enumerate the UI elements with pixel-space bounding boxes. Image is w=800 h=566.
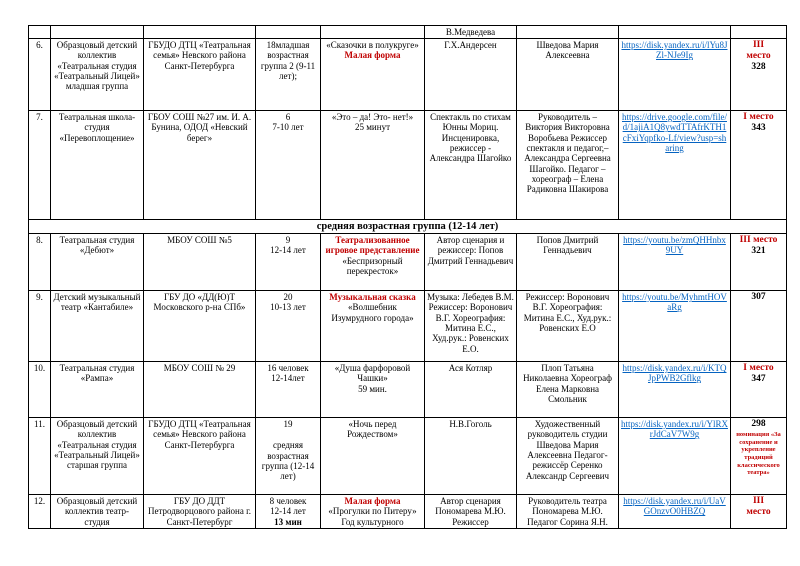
title-cell bbox=[321, 291, 425, 362]
performance-form: Малая форма bbox=[344, 496, 401, 506]
link-cell bbox=[619, 39, 731, 111]
num-cell: 7. bbox=[29, 111, 51, 220]
table-row-12 bbox=[29, 495, 787, 529]
table-row-section-header bbox=[29, 220, 787, 234]
performance-form: Музыкальная сказка bbox=[329, 292, 416, 302]
performance-duration: 59 мин. bbox=[358, 383, 387, 394]
performance-title: «Сказочки в полукруге» bbox=[326, 40, 419, 50]
title-cell bbox=[321, 495, 425, 529]
performance-form: Малая форма bbox=[344, 50, 401, 61]
place-score: 321 bbox=[751, 245, 766, 256]
place-label: I место bbox=[743, 363, 774, 373]
num-cell: 8. bbox=[29, 234, 51, 291]
author-cell: Спектакль по стихам Юнны Мориц. Инсценировка, режиссер - Александра Шагойко bbox=[425, 111, 517, 220]
director-cell: Плоп Татьяна Николаевна Хореограф Елена Марковна Смольник bbox=[517, 362, 619, 418]
video-link[interactable]: https://drive.google.com/file/d/1ajiA1Q8ywdTTAfrKTH1cFxiYqpfko-Lf/view?usp=sharing bbox=[622, 112, 727, 154]
performance-form: Театрализованное игровое представление bbox=[325, 235, 420, 256]
video-link[interactable]: https://disk.yandex.ru/i/YlRXrJdCaV7W9g bbox=[621, 419, 728, 440]
link-cell bbox=[619, 495, 731, 529]
link-cell bbox=[619, 291, 731, 362]
link-cell bbox=[619, 111, 731, 220]
performance-title: «Беспризорный перекресток» bbox=[342, 255, 403, 277]
performance-duration: 25 минут bbox=[354, 122, 390, 133]
video-link[interactable]: https://youtu.be/MyhmtHOVaRg bbox=[622, 292, 727, 313]
director-cell bbox=[517, 26, 619, 39]
video-link[interactable]: https://disk.yandex.ru/i/UaVGOnzvO0HBZQ bbox=[623, 496, 726, 517]
performance-title: «Волшебник Изумрудного города» bbox=[331, 302, 414, 323]
institution-cell: МБОУ СОШ №5 bbox=[144, 234, 256, 291]
author-cell: Г.Х.Андерсен bbox=[425, 39, 517, 111]
director-cell: Художественный руководитель студии Шведова Мария Алексеевна Педагог-режиссёр Серенко Александр Сергеевич bbox=[517, 418, 619, 495]
collective-cell: Детский музыкальный театр «Кантабиле» bbox=[51, 291, 144, 362]
collective-cell: Театральная студия «Дебют» bbox=[51, 234, 144, 291]
author-cell: Н.В.Гоголь bbox=[425, 418, 517, 495]
participants-cell: 6 7-10 лет bbox=[256, 111, 321, 220]
director-cell: Руководитель – Виктория Викторовна Воробьева Режиссер спектакля и педагог,– Александра Сергеевна Шагойко. Педагог –хореограф – Елена Радиковна Шакирова bbox=[517, 111, 619, 220]
num-cell: 12. bbox=[29, 495, 51, 529]
place-nomination: номинация «За сохранение и укрепление традиций классического театра» bbox=[736, 430, 781, 477]
place-cell bbox=[731, 111, 787, 220]
video-link[interactable]: https://youtu.be/zmQHHnbx9UY bbox=[623, 235, 726, 256]
title-cell bbox=[321, 39, 425, 111]
place-cell bbox=[731, 39, 787, 111]
place-label: III место bbox=[746, 40, 771, 61]
director-cell: Шведова Мария Алексеевна bbox=[517, 39, 619, 111]
place-cell bbox=[731, 291, 787, 362]
place-score: 307 bbox=[751, 292, 766, 302]
table-row-8 bbox=[29, 234, 787, 291]
participants-cell: 8 человек 12-14 лет 13 мин bbox=[256, 495, 321, 529]
place-label: III место bbox=[746, 496, 771, 517]
performance-title: «Прогулки по Питеру» bbox=[328, 506, 417, 517]
author-cell: Автор сценария Пономарева М.Ю. Режиссер bbox=[425, 495, 517, 529]
performance-title: «Ночь перед Рождеством» bbox=[347, 419, 398, 440]
participants-cell: 19 средняя возрастная группа (12-14 лет) bbox=[256, 418, 321, 495]
title-cell bbox=[321, 26, 425, 39]
place-score: 298 bbox=[751, 419, 766, 429]
performance-title: «Это – да! Это- нет!» bbox=[331, 112, 414, 122]
num-cell: 6. bbox=[29, 39, 51, 111]
title-cell bbox=[321, 362, 425, 418]
author-name: В.Медведева bbox=[445, 26, 496, 37]
table-row-7 bbox=[29, 111, 787, 220]
director-cell: Руководитель театра Пономарева М.Ю. Педагог Сорина Я.Н. bbox=[517, 495, 619, 529]
place-cell bbox=[731, 234, 787, 291]
table-row-10 bbox=[29, 362, 787, 418]
num-cell bbox=[29, 26, 51, 39]
link-cell bbox=[619, 234, 731, 291]
place-cell bbox=[731, 26, 787, 39]
place-score: 347 bbox=[751, 373, 766, 384]
duration-bold: 13 мин bbox=[274, 516, 302, 527]
title-cell bbox=[321, 111, 425, 220]
section-header: средняя возрастная группа (12-14 лет) bbox=[29, 220, 787, 234]
participants-cell: 20 10-13 лет bbox=[256, 291, 321, 362]
num-cell: 11. bbox=[29, 418, 51, 495]
link-cell bbox=[619, 362, 731, 418]
author-cell: Ася Котляр bbox=[425, 362, 517, 418]
collective-cell: Образцовый детский коллектив «Театральная студия «Театральный Лицей» старшая группа bbox=[51, 418, 144, 495]
participants-cell: 9 12-14 лет bbox=[256, 234, 321, 291]
table-row-11 bbox=[29, 418, 787, 495]
collective-cell: Образцовый детский коллектив «Театральная студия «Театральный Лицей» младшая группа bbox=[51, 39, 144, 111]
performance-subtitle: Год культурного bbox=[341, 516, 404, 527]
author-cell: Автор сценария и режиссер: Попов Дмитрий Геннадьевич bbox=[425, 234, 517, 291]
table-row-9 bbox=[29, 291, 787, 362]
director-cell: Попов Дмитрий Геннадьевич bbox=[517, 234, 619, 291]
institution-cell: ГБУ ДО ДДТ Петродворцового района г. Санкт-Петербург bbox=[144, 495, 256, 529]
num-cell: 9. bbox=[29, 291, 51, 362]
performance-title: «Душа фарфоровой Чашки» bbox=[334, 363, 411, 384]
director-cell: Режиссер: Воронович В.Г. Хореография: Митина Е.С., Худ.рук.: Ровенских Е.О bbox=[517, 291, 619, 362]
video-link[interactable]: https://disk.yandex.ru/i/KTQJpPWB2Gflkg bbox=[622, 363, 727, 384]
video-link[interactable]: https://disk.yandex.ru/i/lYu8JZl-NJe9Ig bbox=[621, 40, 728, 61]
participants-cell: 18младшая возрастная группа 2 (9-11 лет); bbox=[256, 39, 321, 111]
author-cell: Музыка: Лебедев В.М. Режиссер: Воронович В.Г. Хореография: Митина Е.С., Худ.рук.: Ровенских Е.О. bbox=[425, 291, 517, 362]
table-row-6 bbox=[29, 39, 787, 111]
place-cell bbox=[731, 362, 787, 418]
results-table bbox=[28, 25, 787, 529]
institution-cell: ГБОУ СОШ №27 им. И. А. Бунина, ОДОД «Невский берег» bbox=[144, 111, 256, 220]
place-label: I место bbox=[743, 112, 774, 122]
institution-cell bbox=[144, 26, 256, 39]
author-cell bbox=[425, 26, 517, 39]
institution-cell: ГБУ ДО «ДД(Ю)Т Московского р-на СПб» bbox=[144, 291, 256, 362]
place-cell bbox=[731, 418, 787, 495]
collective-cell bbox=[51, 26, 144, 39]
place-label: III место bbox=[739, 235, 778, 245]
participants-cell bbox=[256, 26, 321, 39]
place-score: 343 bbox=[751, 122, 766, 133]
title-cell bbox=[321, 234, 425, 291]
collective-cell: Театральная студия «Рампа» bbox=[51, 362, 144, 418]
institution-cell: МБОУ СОШ № 29 bbox=[144, 362, 256, 418]
collective-cell: Образцовый детский коллектив театр-студия bbox=[51, 495, 144, 529]
table-row-carryover bbox=[29, 26, 787, 39]
num-cell: 10. bbox=[29, 362, 51, 418]
place-cell bbox=[731, 495, 787, 529]
place-score: 328 bbox=[751, 61, 766, 72]
title-cell bbox=[321, 418, 425, 495]
collective-cell: Театральная школа-студия «Перевоплощение» bbox=[51, 111, 144, 220]
institution-cell: ГБУДО ДТЦ «Театральная семья» Невского района Санкт-Петербурга bbox=[144, 418, 256, 495]
institution-cell: ГБУДО ДТЦ «Театральная семья» Невского района Санкт-Петербурга bbox=[144, 39, 256, 111]
link-cell bbox=[619, 26, 731, 39]
link-cell bbox=[619, 418, 731, 495]
participants-cell: 16 человек 12-14лет bbox=[256, 362, 321, 418]
